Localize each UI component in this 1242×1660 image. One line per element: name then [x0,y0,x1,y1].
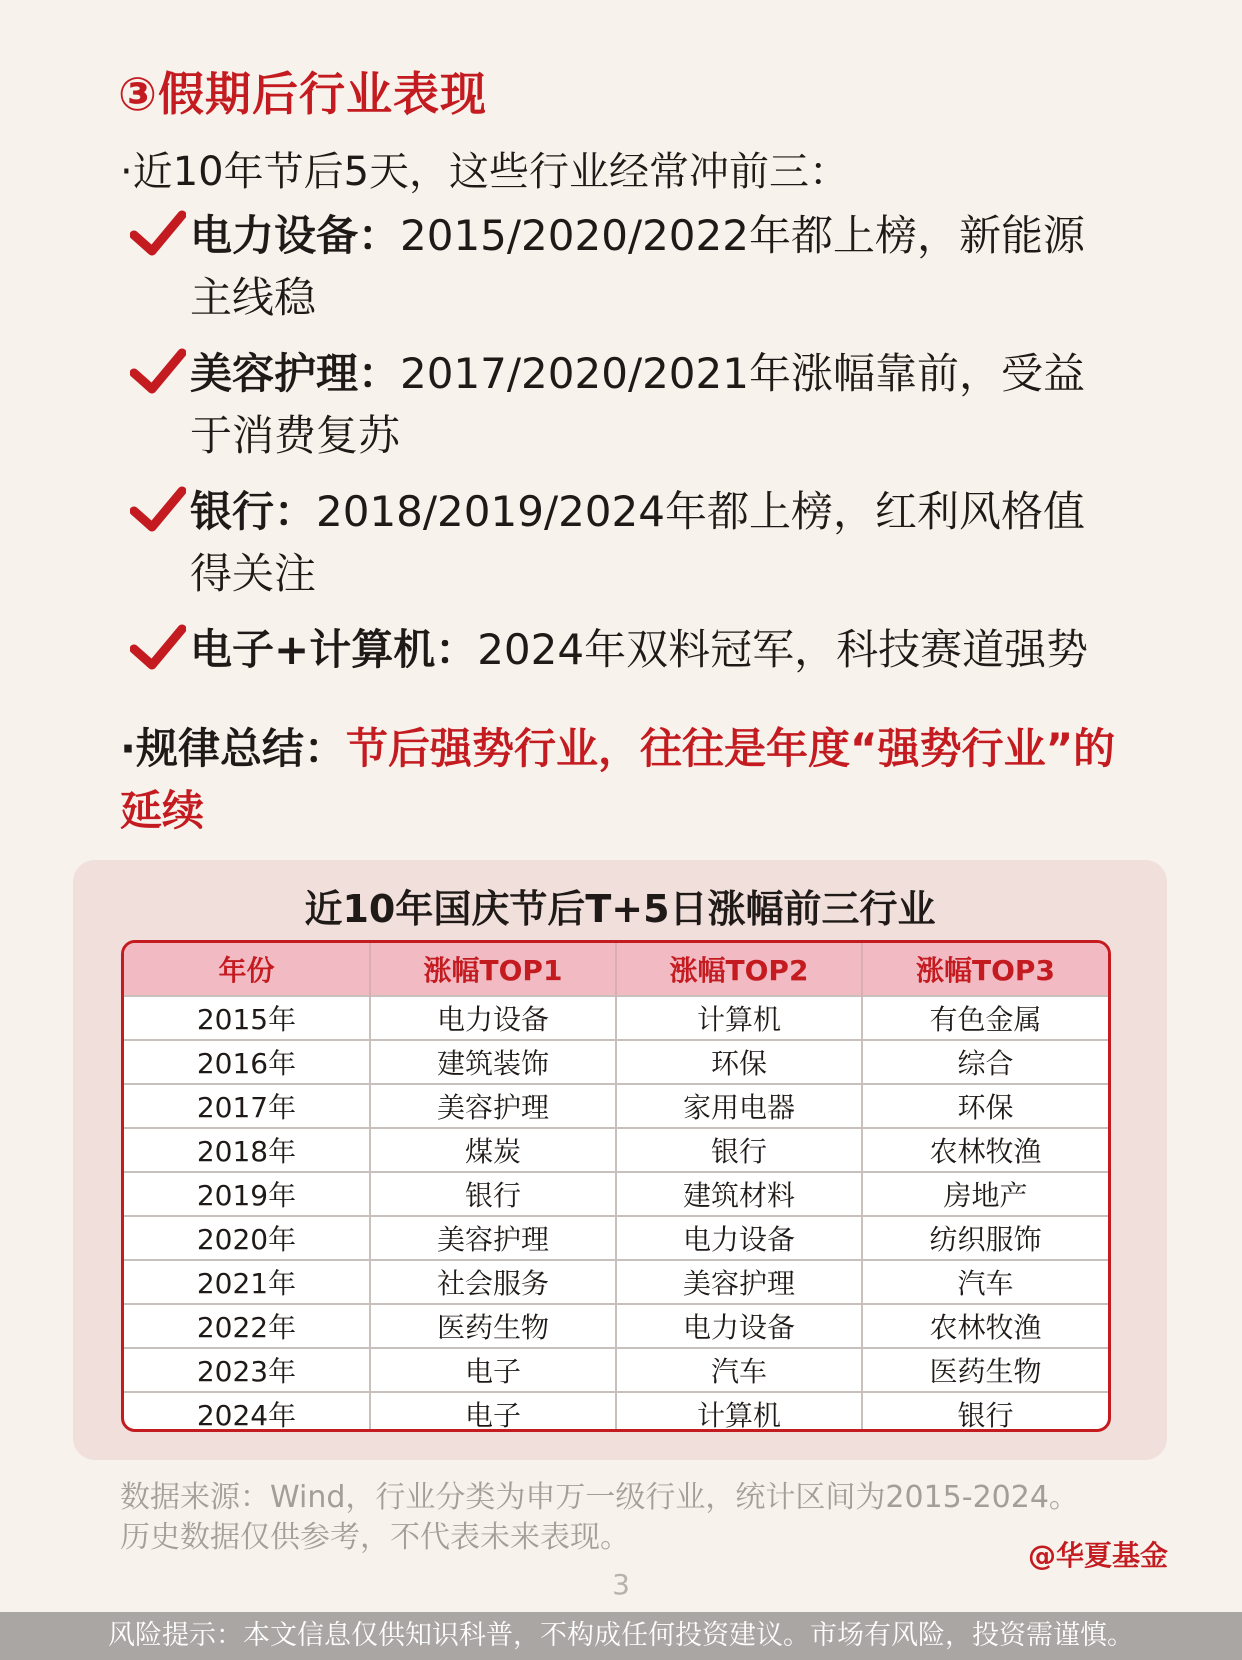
table-cell: 社会服务 [370,1260,616,1304]
table-cell: 家用电器 [616,1084,862,1128]
table-cell: 电子 [370,1392,616,1432]
list-item-title: 电子+计算机： [190,625,478,674]
list-item-title: 银行： [190,487,317,536]
table-cell: 汽车 [862,1260,1108,1304]
list-item-detail: 2015/2020/2022年都上榜，新能源主线稳 [190,211,1085,322]
table-cell: 建筑装饰 [370,1040,616,1084]
table-cell: 2015年 [124,996,370,1040]
industry-list [130,205,1130,695]
table-cell: 2017年 [124,1084,370,1128]
table-panel [73,860,1167,1460]
table-cell: 计算机 [616,996,862,1040]
table-cell: 房地产 [862,1172,1108,1216]
check-icon [130,205,190,265]
list-item-text [190,205,1120,329]
page-number: 3 [612,1568,630,1601]
table-row [124,1392,1108,1432]
table-cell: 综合 [862,1040,1108,1084]
table-cell: 农林牧渔 [862,1304,1108,1348]
table-row [124,1040,1108,1084]
risk-notice-bar: 风险提示：本文信息仅供知识科普，不构成任何投资建议。市场有风险，投资需谨慎。 [0,1612,1242,1660]
summary [120,718,1120,842]
list-item-text [190,619,1120,681]
table-cell: 医药生物 [370,1304,616,1348]
table-cell: 2022年 [124,1304,370,1348]
table-row [124,1128,1108,1172]
table-cell: 纺织服饰 [862,1216,1108,1260]
table-cell: 煤炭 [370,1128,616,1172]
intro-line: ·近10年节后5天，这些行业经常冲前三： [120,149,850,195]
page-title: ③假期后行业表现 [118,67,487,121]
table-cell: 美容护理 [370,1084,616,1128]
table-cell: 电子 [370,1348,616,1392]
list-item-title: 美容护理： [190,349,401,398]
table-cell: 2019年 [124,1172,370,1216]
table-cell: 2023年 [124,1348,370,1392]
table-cell: 美容护理 [616,1260,862,1304]
footnote-disclaimer: 历史数据仅供参考，不代表未来表现。 [120,1520,630,1555]
table-cell: 有色金属 [862,996,1108,1040]
check-icon [130,481,190,541]
brand-signature: @华夏基金 [1027,1539,1168,1572]
table-cell: 美容护理 [370,1216,616,1260]
summary-highlight: 节后强势行业，往往是年度“强势行业”的延续 [120,724,1116,835]
table-cell: 汽车 [616,1348,862,1392]
list-item-detail: 2024年双料冠军，科技赛道强势 [477,625,1089,674]
footnote [120,1478,1079,1558]
check-icon [130,619,190,679]
table-cell: 农林牧渔 [862,1128,1108,1172]
table-cell: 2020年 [124,1216,370,1260]
table-cell: 环保 [862,1084,1108,1128]
table-row [124,1348,1108,1392]
table-cell: 建筑材料 [616,1172,862,1216]
table-row [124,1260,1108,1304]
table-row [124,996,1108,1040]
list-item-text [190,481,1120,605]
list-item-beauty-care [130,343,1130,467]
list-item-electronics-computer [130,619,1130,681]
summary-label: ·规律总结： [120,724,346,773]
table-cell: 银行 [862,1392,1108,1432]
table-cell: 电力设备 [616,1216,862,1260]
table-cell: 银行 [616,1128,862,1172]
table-cell: 2016年 [124,1040,370,1084]
header-cell-top3: 涨幅TOP3 [862,943,1108,996]
table-cell: 2024年 [124,1392,370,1432]
table-cell: 计算机 [616,1392,862,1432]
list-item-title: 电力设备： [190,211,401,260]
table-row [124,1084,1108,1128]
table-cell: 电力设备 [616,1304,862,1348]
list-item-detail: 2017/2020/2021年涨幅靠前，受益于消费复苏 [190,349,1085,460]
table-row [124,1172,1108,1216]
table-frame [121,940,1111,1432]
check-icon [130,343,190,403]
header-cell-year: 年份 [124,943,370,996]
header-cell-top1: 涨幅TOP1 [370,943,616,996]
table-header-row [124,943,1108,996]
footnote-source: 数据来源：Wind，行业分类为申万一级行业，统计区间为2015-2024。 [120,1480,1079,1515]
table-cell: 环保 [616,1040,862,1084]
table-title: 近10年国庆节后T+5日涨幅前三行业 [304,887,936,931]
table-cell: 银行 [370,1172,616,1216]
list-item-bank [130,481,1130,605]
table-row [124,1304,1108,1348]
table-cell: 医药生物 [862,1348,1108,1392]
list-item-power-equipment [130,205,1130,329]
list-item-text [190,343,1120,467]
table-row [124,1216,1108,1260]
table-cell: 电力设备 [370,996,616,1040]
header-cell-top2: 涨幅TOP2 [616,943,862,996]
list-item-detail: 2018/2019/2024年都上榜，红利风格值得关注 [190,487,1085,598]
table-cell: 2018年 [124,1128,370,1172]
industry-table [124,943,1108,1432]
table-cell: 2021年 [124,1260,370,1304]
